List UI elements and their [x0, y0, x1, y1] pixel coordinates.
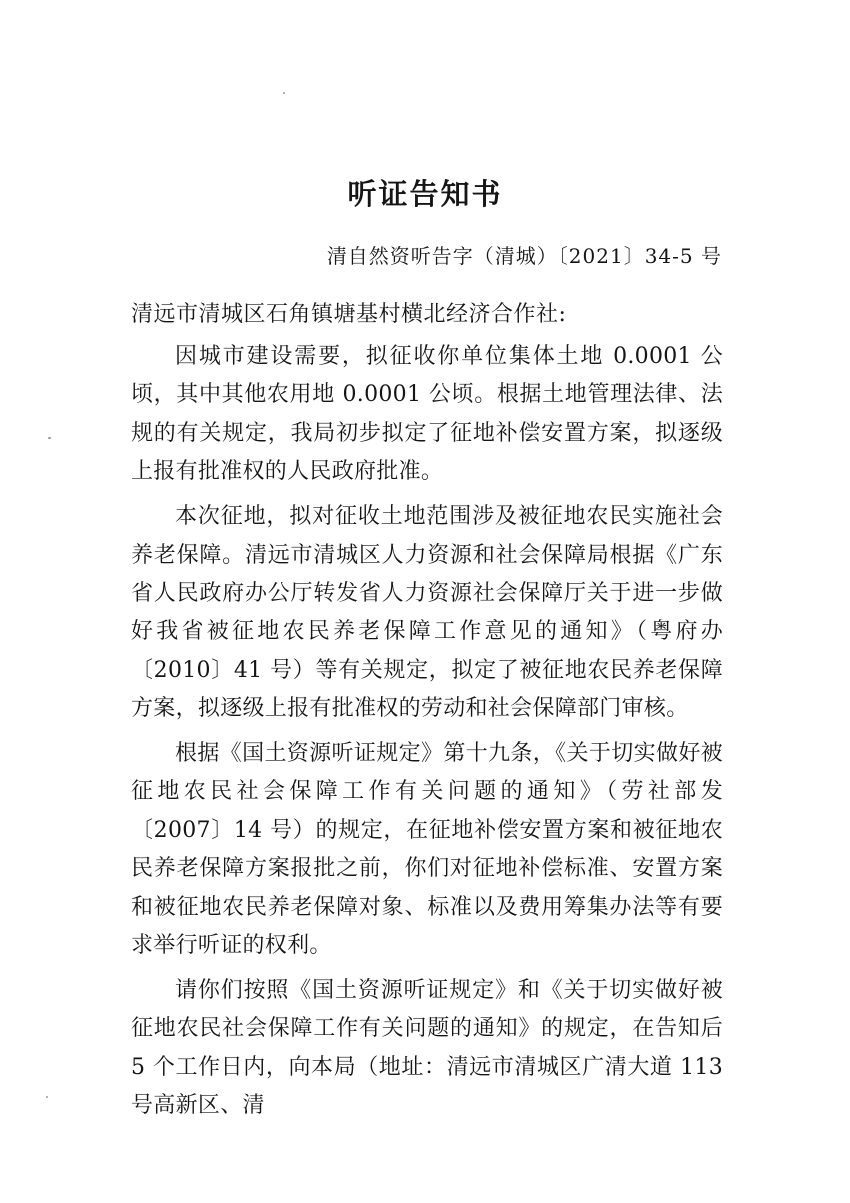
document-body	[131, 338, 723, 1132]
body-paragraph: 因城市建设需要，拟征收你单位集体土地 0.0001 公顷，其中其他农用地 0.0001 公顷。根据土地管理法律、法规的有关规定，我局初步拟定了征地补偿安置方案，拟逐级上报有批准权的人民政府批准。	[131, 344, 723, 485]
document-title: 听证告知书	[347, 177, 503, 211]
body-paragraph: 根据《国土资源听证规定》第十九条，《关于切实做好被征地农民社会保障工作有关问题的通知》（劳社部发〔2007〕14 号）的规定，在征地补偿安置方案和被征地农民养老保障方案报批之前，你们对征地补偿标准、安置方案和被征地农民养老保障对象、标准以及费用筹集办法等有要求举行听证的权利。	[131, 741, 723, 959]
scan-speck	[48, 437, 51, 439]
scan-speck	[46, 1096, 48, 1098]
recipient-line: 清远市清城区石角镇塘基村横北经济合作社:	[131, 302, 567, 327]
scan-speck	[283, 92, 285, 94]
document-number: 清自然资听告字（清城）〔2021〕34-5 号	[326, 244, 722, 268]
body-paragraph: 本次征地，拟对征收土地范围涉及被征地农民实施社会养老保障。清远市清城区人力资源和社会保障局根据《广东省人民政府办公厅转发省人力资源社会保障厅关于进一步做好我省被征地农民养老保障工作意见的通知》（粤府办〔2010〕41 号）等有关规定，拟定了被征地农民养老保障方案，拟逐级上报有批准权的劳动和社会保障部门审核。	[131, 504, 723, 722]
body-paragraph: 请你们按照《国土资源听证规定》和《关于切实做好被征地农民社会保障工作有关问题的通知》的规定，在告知后 5 个工作日内，向本局（地址：清远市清城区广清大道 113 号高新区、清	[131, 978, 723, 1119]
